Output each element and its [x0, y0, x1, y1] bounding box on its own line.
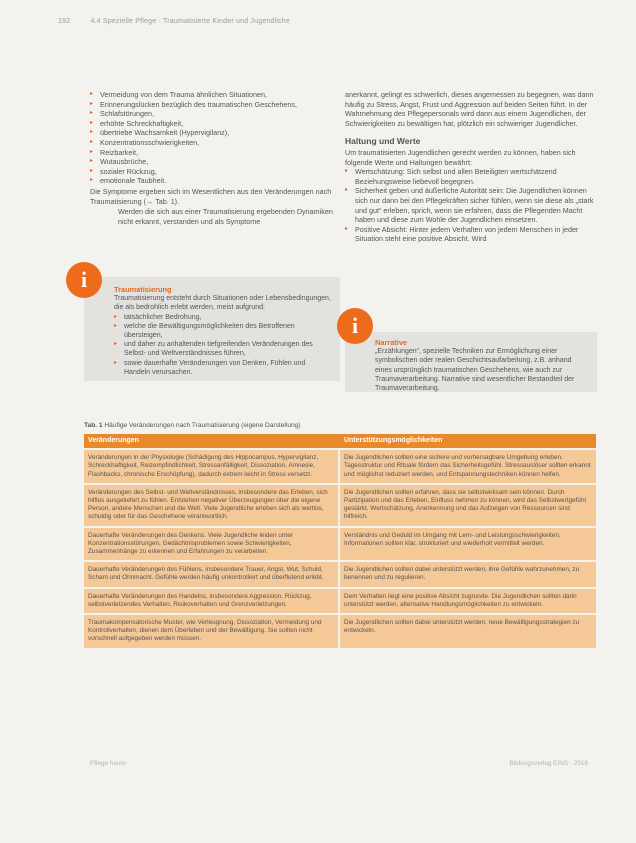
info-icon: i — [337, 308, 373, 344]
table-row — [84, 450, 596, 483]
list-item: ▸ Erinnerungslücken bezüglich des traumatischen Geschehens, — [90, 100, 340, 110]
table-cell: Die Jugendlichen sollten eine sichere und vorhersagbare Umgebung erleben. Tagesstruktur und Rituale fördern das Sicherheitsgefühl. Stressauslöser sollten erkannt und möglichst reduziert werden, und Entspannungstechniken können helfen. — [340, 450, 596, 483]
box-text: „Erzählungen“, spezielle Techniken zur Ermöglichung einer symbolischen oder realen Geschichtsaufarbeitung, z.B. anhand eines ursprünglich traumatischen Geschehens, wie auch zur Traumaverarbeitung. Narrative sind wesentlicher Bestandteil der Traumaverarbeitung. — [375, 348, 575, 393]
list-item: ▸ sowie dauerhafte Veränderungen von Denken, Fühlen und Handeln verursachen. — [114, 359, 332, 377]
table-cell: Veränderungen in der Physiologie (Schädigung des Hippocampus, Hypervigilanz, Schreckhaftigkeit, Reizempfindlichkeit, Stressanfälligkeit, Dissoziation, Amnesie, Flashbacks, chronische Erschöpfung), dadurch extrem leicht in Stress versetzt. — [84, 450, 340, 483]
table-cell: Die Jugendlichen sollten erfahren, dass sie selbstwirksam sein können. Durch Partizipation und das Erleben, Einfluss nehmen zu können, wird das Selbstwertgefühl gestärkt. Wertschätzung, Anerkennung und das Aufzeigen von Ressourcen sind hilfreich. — [340, 485, 596, 526]
table-cell: Die Jugendlichen sollten dabei unterstützt werden, ihre Gefühle wahrzunehmen, zu benennen und zu regulieren. — [340, 562, 596, 586]
page-number: 192 — [58, 18, 71, 25]
list-item: ▸ erhöhte Schreckhaftigkeit, — [90, 119, 340, 129]
table-cell: Dauerhafte Veränderungen des Handelns, insbesondere Aggression, Rückzug, selbstverletzendes Verhalten, Risikoverhalten und Grenzverletzungen. — [84, 589, 340, 613]
header-title: 4.4 Spezielle Pflege · Traumatisierte Kinder und Jugendliche — [90, 18, 290, 25]
footer-right: Bildungsverlag EINS · 2018 — [509, 760, 588, 767]
list-item: ▸ Sicherheit geben und äußerliche Autorität sein: Die Jugendlichen können sich nur dann bei den Pflegekräften sicher fühlen, wenn sie diese als „stark und gut“ erleben, sprich, wenn sie erfahren, dass die Pflegenden Macht haben und diese zum Wohle der Jugendlichen einsetzen. — [345, 186, 597, 224]
info-icon: i — [66, 262, 102, 298]
list-item: ▸ Wertschätzung: Sich selbst und allen Beteiligten wertschätzend Beziehungsweise liebevoll begegnen. — [345, 167, 597, 186]
list-item: ▸ Konzentrationsschwierigkeiten, — [90, 138, 340, 148]
list-item: ▸ übertriebe Wachsamkeit (Hypervigilanz), — [90, 128, 340, 138]
box-list — [114, 313, 332, 377]
table-cell: Dauerhafte Veränderungen des Denkens. Viele Jugendliche leiden unter Konzentrationsstörungen, Gedächtnisproblemen sowie Schwierigkeiten, Zusammenhänge zu erkennen und Erfahrungen zu verarbeiten. — [84, 528, 340, 561]
box-title: Narrative — [375, 338, 408, 347]
list-item: ▸ welche die Bewältigungsmöglichkeiten des Betroffenen übersteigen, — [114, 322, 332, 340]
table-caption-label: Tab. 1 — [84, 422, 103, 429]
body-paragraph: Werden die sich aus einer Traumatisierung ergebenden Dynamiken nicht erkannt, verstanden und als Symptome — [118, 207, 333, 226]
table-cell: Dem Verhalten liegt eine positive Absicht zugrunde. Die Jugendlichen sollten darin unterstützt werden, alternative Handlungsmöglichkeiten zu entwickeln. — [340, 589, 596, 613]
list-item: ▸ Wutausbrüche, — [90, 157, 340, 167]
box-title: Traumatisierung — [114, 285, 172, 294]
column-header: Unterstützungsmöglichkeiten — [340, 434, 596, 448]
body-paragraph: Die Symptome ergeben sich im Wesentlichen aus den Veränderungen nach Traumatisierung (→ Tab. 1). — [90, 186, 332, 206]
values-list — [345, 167, 597, 244]
box-text: Traumatisierung entsteht durch Situationen oder Lebensbedingungen, die als bedrohlich erlebt werden, meist aufgrund: — [114, 295, 331, 312]
table-row — [84, 589, 596, 613]
section-heading: Haltung und Werte — [345, 136, 421, 147]
table-row — [84, 562, 596, 586]
list-item: ▸ und daher zu anhaltenden tiefgreifenden Veränderungen des Selbst- und Weltverständnisses führen, — [114, 340, 332, 358]
table-row — [84, 615, 596, 648]
definition-box-traumatisierung — [84, 277, 340, 381]
left-column — [90, 90, 340, 226]
list-item: ▸ Reizbarkeit, — [90, 148, 340, 158]
list-item: ▸ Vermeidung von dem Trauma ähnlichen Situationen, — [90, 90, 340, 100]
list-item: ▸ sozialer Rückzug, — [90, 167, 340, 177]
right-column — [345, 90, 597, 244]
table-row — [84, 485, 596, 526]
table-cell: Dauerhafte Veränderungen des Fühlens, insbesondere Trauer, Angst, Wut, Schuld, Scham und Ohnmacht. Gefühle werden häufig unkontrolliert und überflutend erlebt. — [84, 562, 340, 586]
table-row — [84, 528, 596, 561]
table-cell: Veränderungen des Selbst- und Weltverständnisses, insbesondere das Erleben, sich hilflos ausgeliefert zu fühlen. Entstehen negativer Überzeugungen über die eigene Person, andere Menschen und die Welt. Viele Jugendliche erleben sich als wertlos, schuldig oder für das Geschehene verantwortlich. — [84, 485, 340, 526]
list-item: ▸ Positive Absicht: Hinter jedem Verhalten von jedem Menschen in jeder Situation steht eine positive Absicht. Wird — [345, 225, 597, 244]
list-item: ▸ tatsächlicher Bedrohung, — [114, 313, 332, 322]
table-cell: Die Jugendlichen sollten dabei unterstützt werden, neue Bewältigungsstrategien zu entwickeln. — [340, 615, 596, 648]
definition-box-narrative — [345, 332, 597, 392]
table-cell: Traumakompensatorische Muster, wie Verleugnung, Dissoziation, Vermeidung und Kontrollverhalten, dienen dem Überleben und der Bewältigung. Sie sollten nicht vorschnell aufgegeben werden müssen. — [84, 615, 340, 648]
symptom-list — [90, 90, 340, 186]
list-item: ▸ Schlafstörungen, — [90, 109, 340, 119]
running-header — [58, 18, 290, 25]
body-paragraph: anerkannt, gelingt es schwerlich, dieses angemessen zu begegnen, was dann häufig zu Stress, Angst, Frust und Aggression auf beiden Seiten führt. In der Wahrnehmung des Pflegepersonals wird dann aus einem Jugendlichen, der Schwierigkeiten zu bewältigen hat, plötzlich ein schwieriger Jugendlicher. — [345, 90, 594, 128]
table-cell: Verständnis und Geduld im Umgang mit Lern- und Leistungsschwierigkeiten. Informationen sollten klar, strukturiert und wiederholt vermittelt werden. — [340, 528, 596, 561]
column-header: Veränderungen — [84, 434, 340, 448]
changes-table-section — [84, 422, 596, 650]
table-header-row — [84, 434, 596, 448]
body-paragraph: Um traumatisierten Jugendlichen gerecht werden zu können, haben sich folgende Werte und Haltungen bewährt: — [345, 147, 576, 167]
table-caption — [84, 422, 596, 429]
changes-table — [84, 432, 596, 650]
list-item: ▸ emotionale Taubheit. — [90, 176, 340, 186]
table-caption-text: Häufige Veränderungen nach Traumatisierung (eigene Darstellung) — [104, 422, 301, 429]
footer-left: Pflege heute — [90, 760, 126, 767]
